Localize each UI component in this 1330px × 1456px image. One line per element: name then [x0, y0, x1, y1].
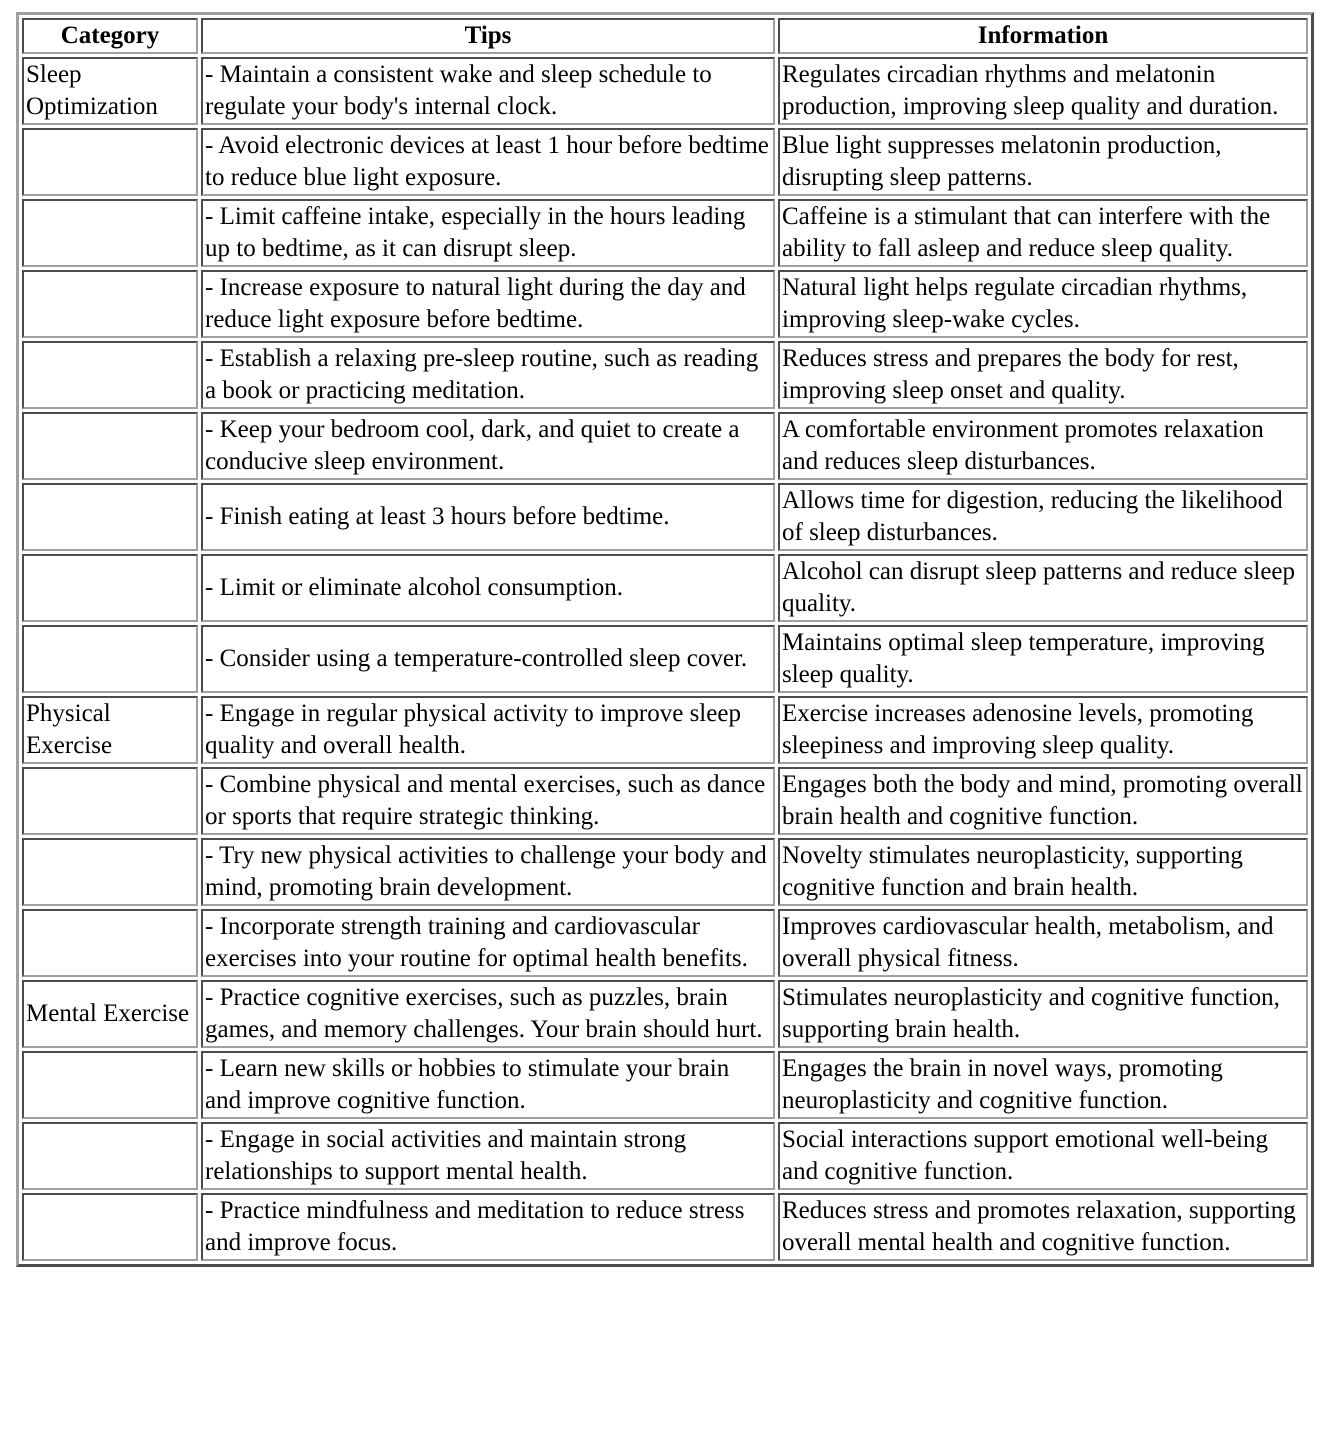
tip-cell: - Maintain a consistent wake and sleep schedule to regulate your body's internal clock. — [201, 57, 775, 125]
tip-cell: - Practice mindfulness and meditation to reduce stress and improve focus. — [201, 1193, 775, 1261]
category-cell — [22, 838, 198, 906]
category-cell — [22, 128, 198, 196]
info-cell: Engages the brain in novel ways, promoting neuroplasticity and cognitive function. — [778, 1051, 1308, 1119]
table-row — [22, 838, 1308, 906]
table-row — [22, 1051, 1308, 1119]
category-cell — [22, 412, 198, 480]
tip-cell: - Engage in regular physical activity to improve sleep quality and overall health. — [201, 696, 775, 764]
table-row — [22, 57, 1308, 125]
category-cell — [22, 909, 198, 977]
tip-cell: - Engage in social activities and maintain strong relationships to support mental health. — [201, 1122, 775, 1190]
tip-cell: - Consider using a temperature-controlled sleep cover. — [201, 625, 775, 693]
header-tips: Tips — [201, 18, 775, 54]
info-cell: Stimulates neuroplasticity and cognitive function, supporting brain health. — [778, 980, 1308, 1048]
category-cell — [22, 554, 198, 622]
category-cell — [22, 270, 198, 338]
tip-cell: - Limit or eliminate alcohol consumption. — [201, 554, 775, 622]
info-cell: Regulates circadian rhythms and melatonin production, improving sleep quality and duration. — [778, 57, 1308, 125]
info-cell: Engages both the body and mind, promoting overall brain health and cognitive function. — [778, 767, 1308, 835]
table-row — [22, 1193, 1308, 1261]
table-row — [22, 199, 1308, 267]
category-cell: Sleep Optimization — [22, 57, 198, 125]
header-category: Category — [22, 18, 198, 54]
info-cell: A comfortable environment promotes relaxation and reduces sleep disturbances. — [778, 412, 1308, 480]
info-cell: Reduces stress and prepares the body for rest, improving sleep onset and quality. — [778, 341, 1308, 409]
info-cell: Maintains optimal sleep temperature, improving sleep quality. — [778, 625, 1308, 693]
table-row — [22, 554, 1308, 622]
tip-cell: - Establish a relaxing pre-sleep routine, such as reading a book or practicing meditation. — [201, 341, 775, 409]
info-cell: Allows time for digestion, reducing the likelihood of sleep disturbances. — [778, 483, 1308, 551]
category-cell: Mental Exercise — [22, 980, 198, 1048]
category-cell — [22, 341, 198, 409]
info-cell: Blue light suppresses melatonin production, disrupting sleep patterns. — [778, 128, 1308, 196]
tip-cell: - Learn new skills or hobbies to stimulate your brain and improve cognitive function. — [201, 1051, 775, 1119]
header-information: Information — [778, 18, 1308, 54]
tip-cell: - Finish eating at least 3 hours before bedtime. — [201, 483, 775, 551]
tip-cell: - Keep your bedroom cool, dark, and quiet to create a conducive sleep environment. — [201, 412, 775, 480]
table-row — [22, 1122, 1308, 1190]
table-row — [22, 412, 1308, 480]
tips-table-container — [16, 12, 1314, 1267]
category-cell — [22, 767, 198, 835]
table-row — [22, 270, 1308, 338]
table-row — [22, 128, 1308, 196]
info-cell: Improves cardiovascular health, metabolism, and overall physical fitness. — [778, 909, 1308, 977]
tip-cell: - Incorporate strength training and cardiovascular exercises into your routine for optimal health benefits. — [201, 909, 775, 977]
info-cell: Social interactions support emotional well-being and cognitive function. — [778, 1122, 1308, 1190]
tips-table — [16, 12, 1314, 1267]
category-cell — [22, 199, 198, 267]
table-row — [22, 909, 1308, 977]
info-cell: Reduces stress and promotes relaxation, supporting overall mental health and cognitive function. — [778, 1193, 1308, 1261]
tip-cell: - Combine physical and mental exercises, such as dance or sports that require strategic thinking. — [201, 767, 775, 835]
category-cell — [22, 625, 198, 693]
table-row — [22, 483, 1308, 551]
info-cell: Caffeine is a stimulant that can interfere with the ability to fall asleep and reduce sleep quality. — [778, 199, 1308, 267]
category-cell — [22, 1051, 198, 1119]
category-cell: Physical Exercise — [22, 696, 198, 764]
table-row — [22, 980, 1308, 1048]
table-row — [22, 696, 1308, 764]
tip-cell: - Increase exposure to natural light during the day and reduce light exposure before bedtime. — [201, 270, 775, 338]
info-cell: Alcohol can disrupt sleep patterns and reduce sleep quality. — [778, 554, 1308, 622]
category-cell — [22, 1122, 198, 1190]
table-row — [22, 767, 1308, 835]
info-cell: Natural light helps regulate circadian rhythms, improving sleep-wake cycles. — [778, 270, 1308, 338]
category-cell — [22, 1193, 198, 1261]
table-row — [22, 341, 1308, 409]
header-row — [22, 18, 1308, 54]
info-cell: Exercise increases adenosine levels, promoting sleepiness and improving sleep quality. — [778, 696, 1308, 764]
tip-cell: - Practice cognitive exercises, such as puzzles, brain games, and memory challenges. Your brain should hurt. — [201, 980, 775, 1048]
category-cell — [22, 483, 198, 551]
tip-cell: - Try new physical activities to challenge your body and mind, promoting brain development. — [201, 838, 775, 906]
tip-cell: - Avoid electronic devices at least 1 hour before bedtime to reduce blue light exposure. — [201, 128, 775, 196]
info-cell: Novelty stimulates neuroplasticity, supporting cognitive function and brain health. — [778, 838, 1308, 906]
tip-cell: - Limit caffeine intake, especially in the hours leading up to bedtime, as it can disrupt sleep. — [201, 199, 775, 267]
table-row — [22, 625, 1308, 693]
